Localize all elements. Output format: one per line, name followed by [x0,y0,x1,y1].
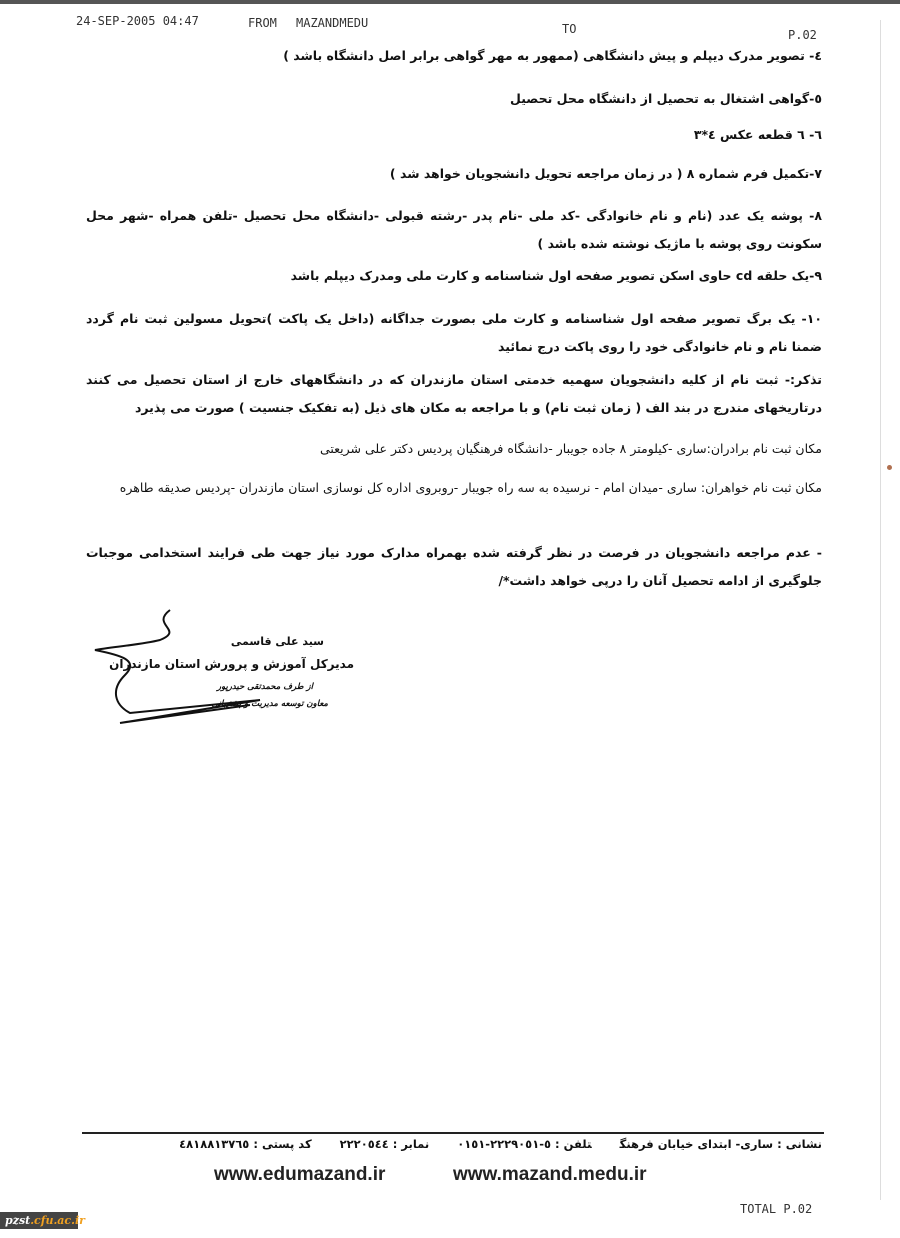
fax-datetime: 24-SEP-2005 04:47 [76,14,199,28]
url-mazand-medu[interactable]: www.mazand.medu.ir [453,1164,647,1185]
item-7: ٧-تکمیل فرم شماره ٨ ( در زمان مراجعه تحویل دانشجویان خواهد شد ) [389,166,822,181]
footer-postal-code: کد پستی : ٤٨١٨٨١٣٧٦٥ [179,1137,312,1151]
watermark-suffix: .cfu.ac.ir [30,1214,85,1227]
footer-address: نشانی : ساری- ابتدای خیابان فرهنگ [619,1137,822,1151]
scan-margin-line [880,20,881,1200]
fax-to-label: TO [562,22,577,36]
scan-speck [887,465,892,470]
url-edumazand[interactable]: www.edumazand.ir [214,1164,386,1185]
signatory-title: مدیرکل آموزش و پرورش استان مازندران [109,657,354,671]
fax-from: MAZANDMEDU [296,16,369,30]
watermark-prefix: pzst [5,1214,31,1227]
footer-phone: تلفن : ٥-٢٢٢٩٠٥١-٠١٥١ [457,1137,592,1151]
brothers-location: مکان ثبت نام برادران:ساری -کیلومتر ٨ جاده جویبار -دانشگاه فرهنگیان پردیس دکتر علی شریعتی [319,441,822,456]
item-8: ٨- پوشه یک عدد (نام و نام خانوادگی -کد ملی -نام پدر -رشته قبولی -دانشگاه محل تحصیل -تلفن همراه -شهر محل سکونت روی پوشه با ماژیک نوشته شده باشد ) [86,208,822,251]
item-9: ٩-یک حلقه cd حاوی اسکن تصویر صفحه اول شناسنامه و کارت ملی ومدرک دیپلم باشد [290,268,822,283]
item-4: ٤- تصویر مدرک دیپلم و پیش دانشگاهی (ممهور به مهر گواهی برابر اصل دانشگاه باشد ) [283,48,822,63]
fax-page: P.02 [788,28,817,42]
on-behalf: از طرف محمدتقی حیدرپور [216,682,313,692]
item-5: ٥-گواهی اشتغال به تحصیل از دانشگاه محل تحصیل [510,91,822,106]
fax-total-pages: TOTAL P.02 [740,1202,813,1216]
item-6: ٦- ٦ قطعه عکس ٤*٣ [693,127,822,142]
scan-edge [0,0,900,4]
watermark [0,1212,85,1229]
footer-divider [82,1132,824,1134]
note: تذکر:- ثبت نام از کلیه دانشجویان سهمیه خدمتی استان مازندران که در دانشگاههای خارج از استان تحصیل می کنند درتاریخهای مندرج در بند الف ( زمان ثبت نام) و با مراجعه به مکان های ذیل (به تفکیک جنسیت ) صورت می پذیرد [86,372,822,415]
fax-from-label: FROM [248,16,277,30]
signatory-name: سید علی قاسمی [230,635,324,648]
warning: - عدم مراجعه دانشجویان در فرصت در نظر گرفته شده بهمراه مدارک مورد نیاز جهت طی فرایند استخدامی موجبات جلوگیری از ادامه تحصیل آنان را درپی خواهد داشت*/ [86,545,822,588]
sisters-location: مکان ثبت نام خواهران: ساری -میدان امام - نرسیده به سه راه جویبار -روبروی اداره کل نوسازی استان مازندران -پردیس صدیقه طاهره [119,480,822,495]
deputy-title: معاون توسعه مدیریت و پشتیبانی [211,699,328,709]
footer-contact [179,1137,822,1151]
footer-fax: نمابر : ٢٢٢٠٥٤٤ [339,1137,430,1151]
signature-block [90,605,390,735]
item-10: ١٠- یک برگ تصویر صفحه اول شناسنامه و کارت ملی بصورت جداگانه (داخل یک پاکت )تحویل مسولین ثبت نام گردد ضمنا نام و نام خانوادگی خود را روی پاکت درج نمائید [86,311,822,354]
